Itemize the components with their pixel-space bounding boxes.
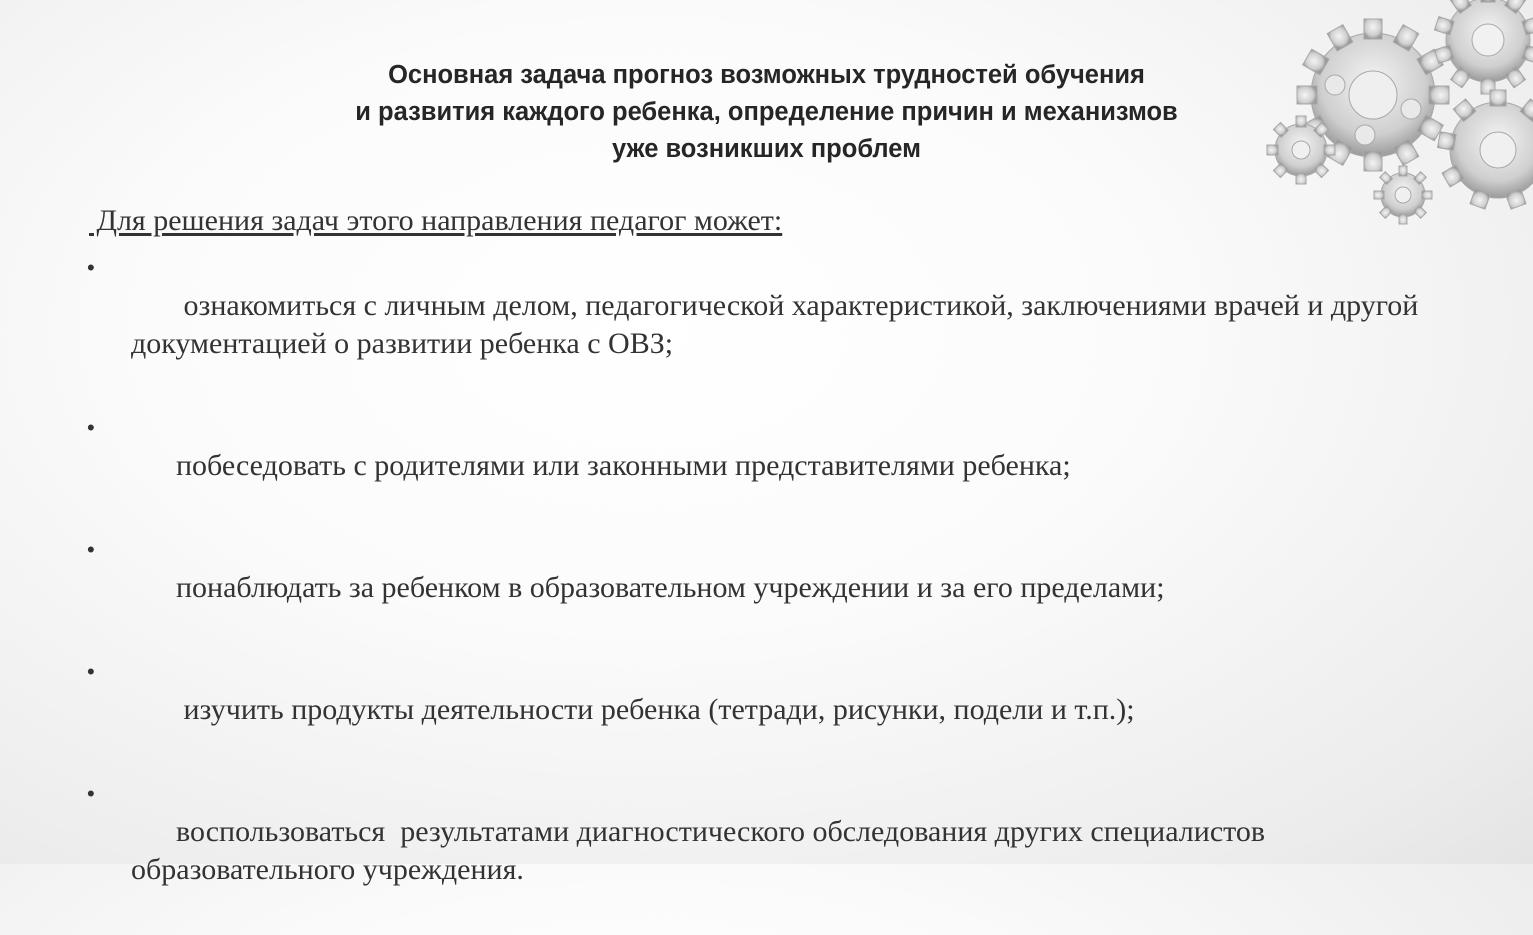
title-line-1: Основная задача прогноз возможных трудностей обучения — [388, 61, 1145, 89]
bullet-icon: • — [87, 255, 95, 280]
intro-text: Для решения задач этого направления педагог может: — [89, 204, 783, 237]
list-item-text: понаблюдать за ребенком в образовательном учреждении и за его пределами; — [176, 571, 1165, 604]
bullet-icon: • — [87, 781, 95, 806]
list-item — [0, 409, 1420, 523]
slide-title — [0, 57, 1533, 168]
list-item — [0, 531, 1420, 645]
bullet-list — [0, 249, 1426, 935]
list-item-text: изучить продукты деятельности ребенка (тетради, рисунки, подели и т.п.); — [176, 693, 1135, 726]
list-item-text: ознакомиться с личным делом, педагогической характеристикой, заключениями врачей и другой документацией о развитии ребенка с ОВЗ; — [131, 289, 1426, 360]
list-item — [0, 775, 1420, 927]
title-line-3: уже возникших проблем — [611, 135, 922, 163]
title-line-2: и развития каждого ребенка, определение причин и механизмов — [355, 98, 1178, 126]
list-item — [0, 653, 1420, 767]
bullet-icon: • — [87, 537, 95, 562]
list-item-text: побеседовать с родителями или законными представителями ребенка; — [176, 449, 1071, 482]
list-item-text: воспользоваться результатами диагностического обследования других специалистов образовательного учреждения. — [131, 815, 1273, 886]
bullet-icon: • — [87, 415, 95, 440]
list-item — [0, 249, 1426, 401]
bullet-icon: • — [87, 659, 95, 684]
